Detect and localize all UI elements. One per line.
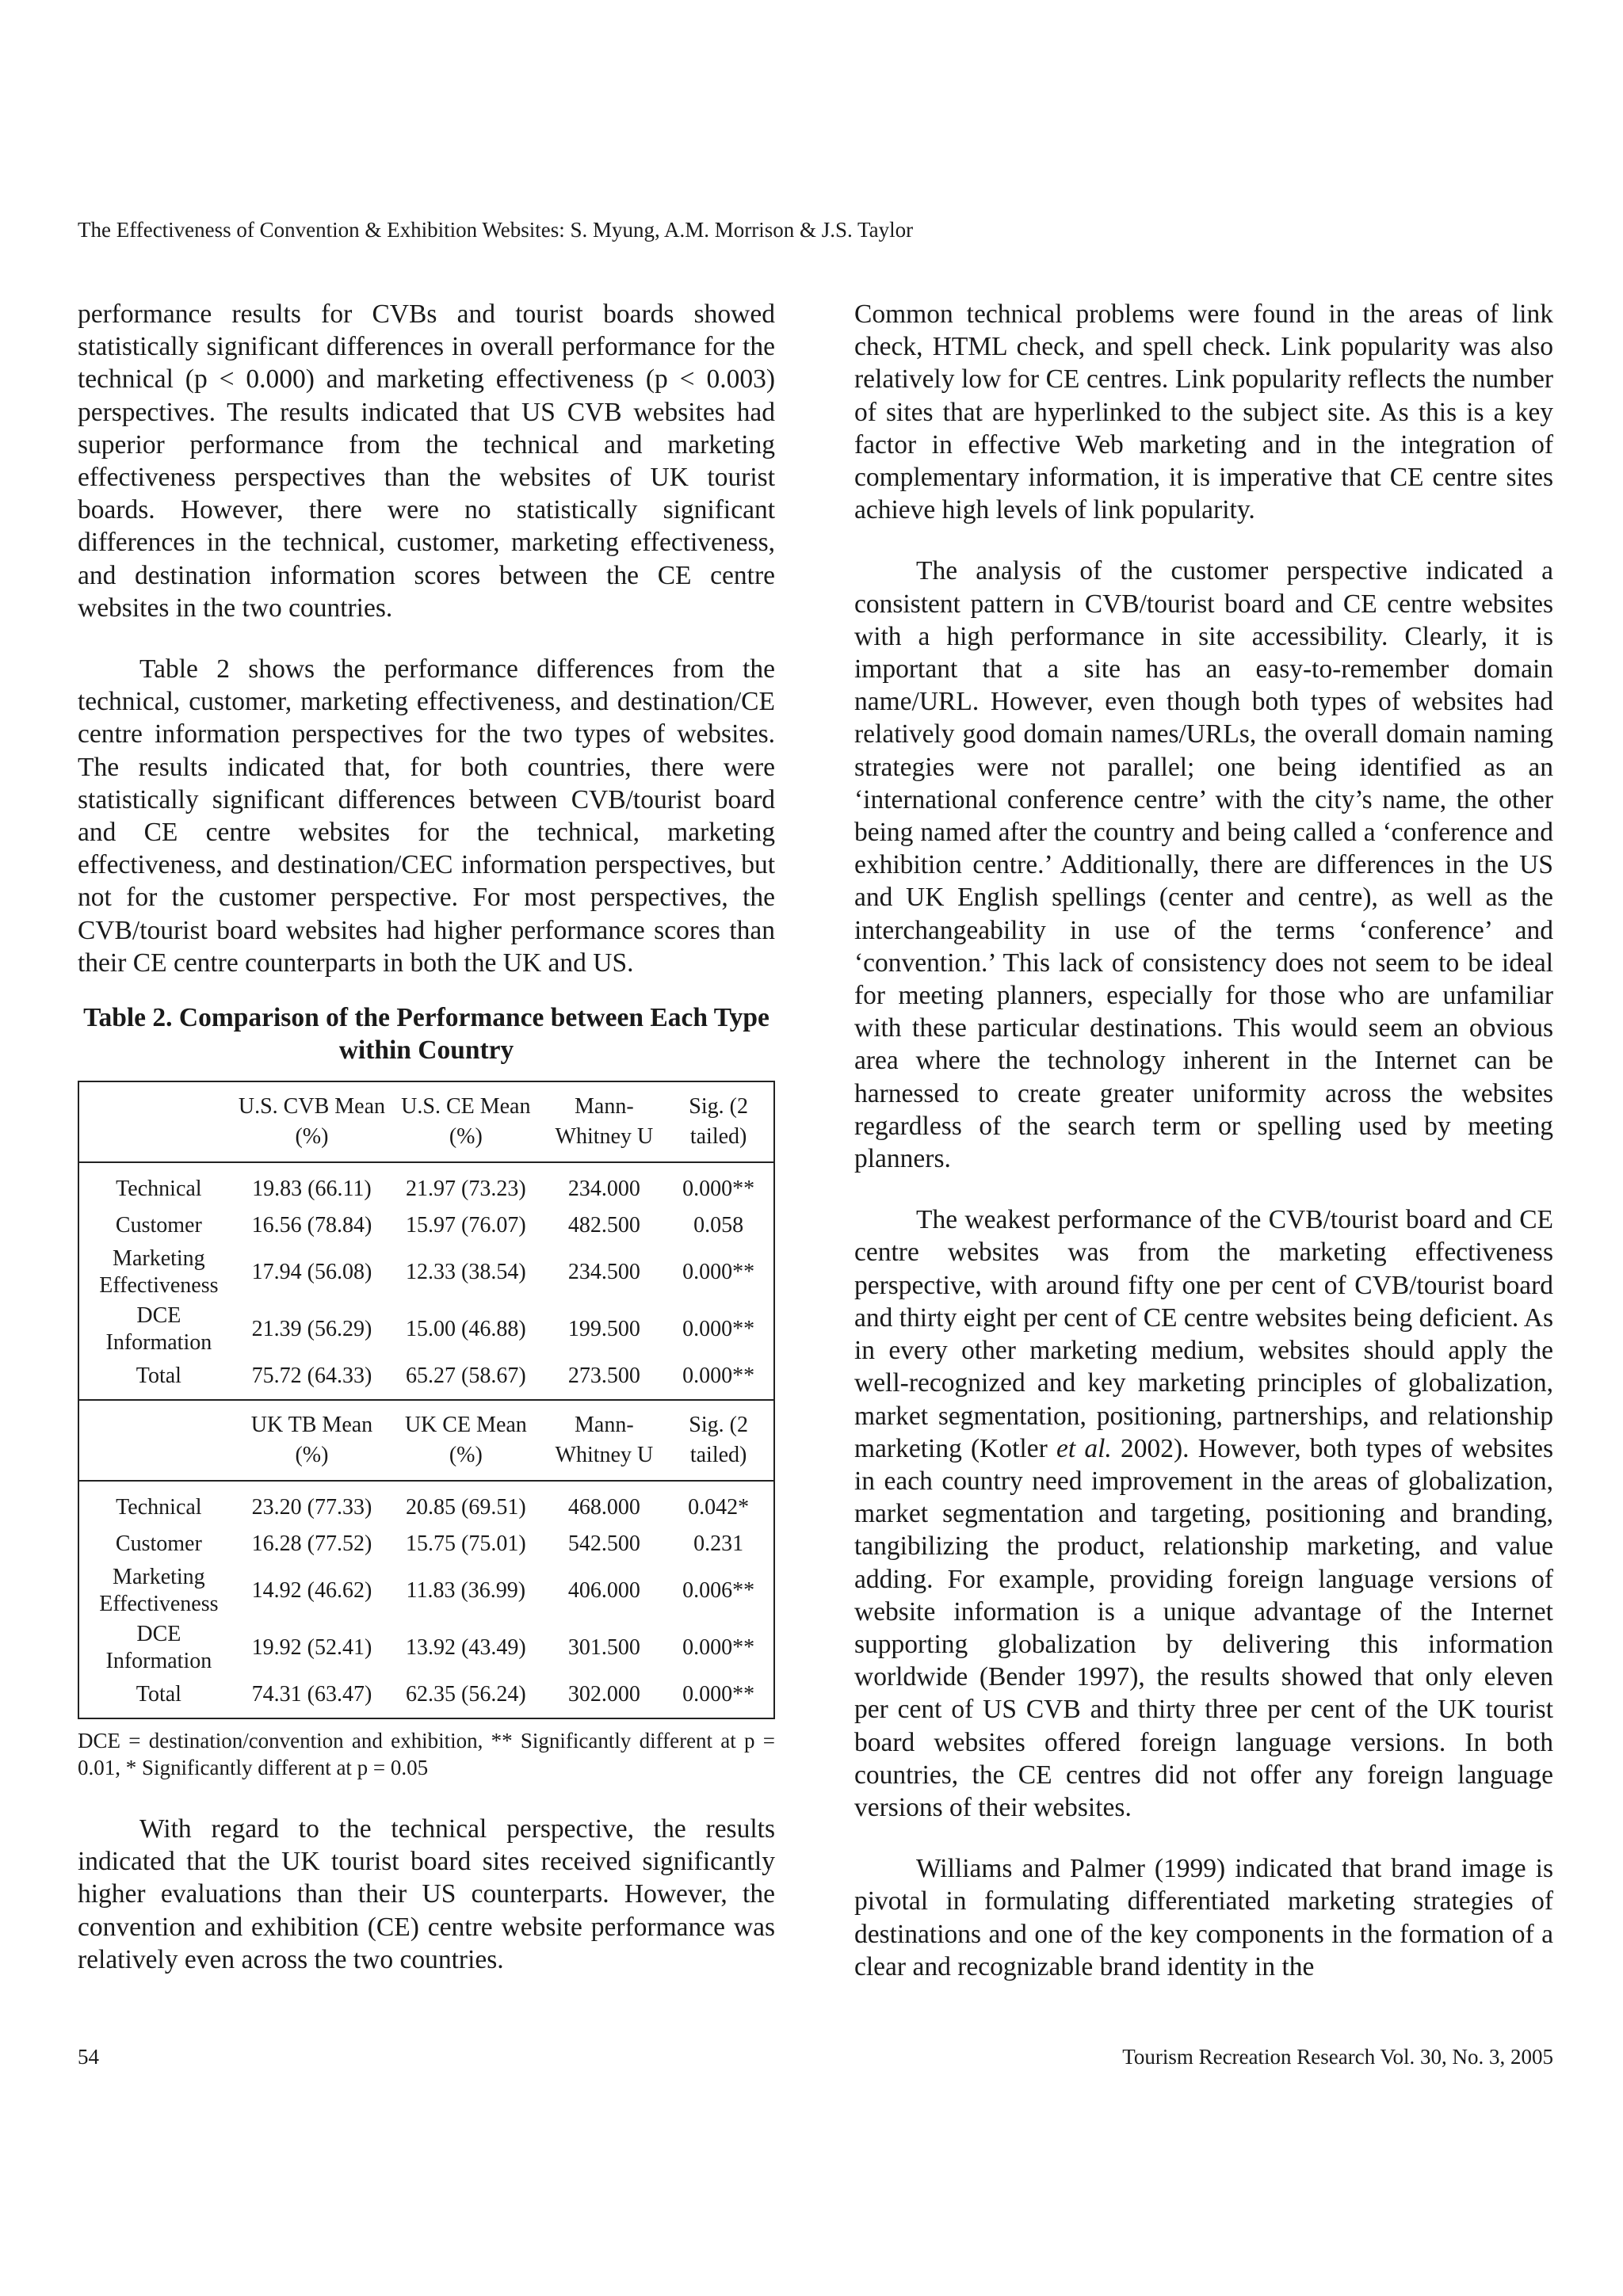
- right-paragraph-1: Common technical problems were found in the areas of link check, HTML check, and spell check. Link popularity was also relatively low for CE centres. Link popularity reflects the number of sites that are hyperlinked to the subject site. As this is a key factor in effective Web marketing and in the integration of complementary information, it is imperative that CE centre sites achieve high levels of link popularity.: [854, 299, 1553, 525]
- left-paragraph-1: performance results for CVBs and tourist boards showed statistically significant differences in overall performance for the technical (p < 0.000) and marketing effectiveness (p < 0.003) perspectives. The results indicated that US CVB websites had superior performance from the technical and marketing effectiveness perspectives than the websites of UK tourist boards. However, there were no statistically significant differences in the technical, customer, marketing effectiveness, and destination information scores between the CE centre websites in the two countries.: [78, 299, 775, 623]
- table-cell: 19.92 (52.41): [251, 1635, 372, 1661]
- row-label: Marketing Effectiveness: [99, 1246, 219, 1299]
- table-cell: 74.31 (63.47): [251, 1682, 372, 1707]
- table-2-caption: Table 2. Comparison of the Performance between Each Type within Country: [83, 1003, 769, 1066]
- table-row: [78, 1481, 774, 1526]
- header-cell: UK CE Mean (%): [387, 1400, 544, 1481]
- table-cell: 62.35 (56.24): [406, 1682, 526, 1707]
- table-cell: 406.000: [567, 1578, 640, 1604]
- table-cell: 302.000: [567, 1682, 640, 1707]
- header-cell: [78, 1081, 237, 1162]
- journal-info: Tourism Recreation Research Vol. 30, No. 3, 2005: [1122, 2045, 1553, 2069]
- right-paragraph-4: Williams and Palmer (1999) indicated that brand image is pivotal in formulating differentiated marketing strategies of destinations and one of the key components in the formation of a clear and recognizable brand identity in the: [854, 1854, 1553, 1981]
- table-cell: 199.500: [567, 1317, 640, 1342]
- table-cell: 15.00 (46.88): [406, 1317, 526, 1342]
- table-cell: 21.97 (73.23): [406, 1177, 526, 1202]
- table-cell: 0.000**: [682, 1682, 755, 1707]
- row-label: DCE Information: [105, 1622, 212, 1674]
- row-label: Customer: [115, 1531, 202, 1557]
- right-column: [854, 298, 1553, 1983]
- table-cell: 234.500: [567, 1260, 640, 1285]
- table-cell: 16.56 (78.84): [251, 1213, 372, 1238]
- table-cell: 0.000**: [682, 1260, 755, 1285]
- table-cell: 273.500: [567, 1363, 640, 1389]
- header-cell: Mann-Whitney U: [545, 1400, 664, 1481]
- header-cell: Mann-Whitney U: [545, 1081, 664, 1162]
- right-paragraph-3: [854, 1203, 1553, 1824]
- table-header-row-us: [78, 1081, 774, 1162]
- table-row: [78, 1526, 774, 1562]
- running-title: The Effectiveness of Convention & Exhibition Websites: S. Myung, A.M. Morrison & J.S. Taylor: [78, 218, 914, 242]
- header-cell: [78, 1400, 237, 1481]
- table-cell: 301.500: [567, 1635, 640, 1661]
- header-cell: U.S. CE Mean (%): [387, 1081, 544, 1162]
- header-cell: UK TB Mean (%): [237, 1400, 387, 1481]
- table-header-row-uk: [78, 1400, 774, 1481]
- header-cell: Sig. (2 tailed): [663, 1400, 774, 1481]
- table-row: [78, 1619, 774, 1676]
- row-label: Total: [136, 1682, 181, 1707]
- table-row-total: [78, 1676, 774, 1718]
- table-cell: 65.27 (58.67): [406, 1363, 526, 1389]
- table-row-total: [78, 1358, 774, 1400]
- right-paragraph-3-text-b: 2002). However, both types of websites in each country need improvement in the areas of globalization, market segmentation and targeting, positioning and branding, tangibilizing the product, relationship marketing, and value adding. For example, providing foreign language versions of website information is a unique advantage of the Internet supporting globalization by delivering this information worldwide (Bender 1997), the results showed that only eleven per cent of US CVB and thirty three per cent of the UK tourist board websites offered foreign language versions. In both countries, the CE centres did not offer any foreign language versions of their websites.: [854, 1433, 1553, 1822]
- table-row: [78, 1562, 774, 1619]
- left-paragraph-2: Table 2 shows the performance differences from the technical, customer, marketing effectiveness, and destination/CE centre information perspectives for the two types of websites. The results indicated that, for both countries, there were statistically significant differences between CVB/tourist board and CE centre websites for the technical, marketing effectiveness, and destination/CEC information perspectives, but not for the customer perspective. For most perspectives, the CVB/tourist board websites had higher performance scores than their CE centre counterparts in both the UK and US.: [78, 654, 775, 978]
- table-cell: 12.33 (38.54): [406, 1260, 526, 1285]
- citation-et-al: et al.: [1056, 1433, 1112, 1463]
- table-cell: 0.000**: [682, 1635, 755, 1661]
- row-label: DCE Information: [105, 1303, 212, 1356]
- table-cell: 0.000**: [682, 1177, 755, 1202]
- table-cell: 20.85 (69.51): [406, 1495, 526, 1520]
- table-cell: 23.20 (77.33): [251, 1495, 372, 1520]
- row-label: Technical: [116, 1177, 202, 1202]
- table-cell: 15.97 (76.07): [406, 1213, 526, 1238]
- header-cell: Sig. (2 tailed): [663, 1081, 774, 1162]
- right-paragraph-3-text-a: The weakest performance of the CVB/tourist board and CE centre websites was from the marketing effectiveness perspective, with around fifty one per cent of CVB/tourist board and thirty eight per cent of CE centre websites being deficient. As in every other marketing medium, websites should apply the well-recognized and key marketing principles of globalization, market segmentation, positioning, partnerships, and relationship marketing (Kotler: [854, 1205, 1553, 1463]
- table-cell: 0.231: [693, 1531, 744, 1557]
- table-cell: 0.000**: [682, 1317, 755, 1342]
- table-cell: 0.042*: [688, 1495, 750, 1520]
- table-row: [78, 1162, 774, 1207]
- table-cell: 21.39 (56.29): [251, 1317, 372, 1342]
- table-row: [78, 1301, 774, 1358]
- table-cell: 17.94 (56.08): [251, 1260, 372, 1285]
- header-cell: U.S. CVB Mean (%): [237, 1081, 387, 1162]
- table-cell: 0.000**: [682, 1363, 755, 1389]
- table-cell: 13.92 (43.49): [406, 1635, 526, 1661]
- table-cell: 0.058: [693, 1213, 744, 1238]
- table-2: [78, 1081, 775, 1719]
- table-row: [78, 1207, 774, 1244]
- table-cell: 0.006**: [682, 1578, 755, 1604]
- left-paragraph-3: With regard to the technical perspective, the results indicated that the UK tourist board sites received significantly higher evaluations than their US counterparts. However, the convention and exhibition (CE) centre website performance was relatively even across the two countries.: [78, 1814, 775, 1974]
- table-cell: 11.83 (36.99): [406, 1578, 526, 1604]
- table-cell: 482.500: [567, 1213, 640, 1238]
- table-cell: 15.75 (75.01): [406, 1531, 526, 1557]
- table-cell: 234.000: [567, 1177, 640, 1202]
- table-cell: 14.92 (46.62): [251, 1578, 372, 1604]
- table-cell: 75.72 (64.33): [251, 1363, 372, 1389]
- row-label: Customer: [115, 1213, 202, 1238]
- row-label: Total: [136, 1363, 181, 1389]
- row-label: Marketing Effectiveness: [99, 1565, 219, 1617]
- table-cell: 16.28 (77.52): [251, 1531, 372, 1557]
- page-number: 54: [78, 2045, 99, 2069]
- table-row: [78, 1244, 774, 1301]
- table-2-note: DCE = destination/convention and exhibition, ** Significantly different at p = 0.01, * Significantly different at p = 0.05: [78, 1729, 775, 1780]
- right-paragraph-2: The analysis of the customer perspective indicated a consistent pattern in CVB/tourist board and CE centre websites with a high performance in site accessibility. Clearly, it is important that a site has an easy-to-remember domain name/URL. However, even though both types of websites had relatively good domain names/URLs, the overall domain naming strategies were not parallel; one being identified as an ‘international conference centre’ with the city’s name, the other being named after the country and being called a ‘conference and exhibition centre.’ Additionally, there are differences in the US and UK English spellings (center and centre), as well as the interchangeability in use of the terms ‘conference’ and ‘convention.’ This lack of consistency does not seem to be ideal for meeting planners, especially for those who are unfamiliar with these particular destinations. This would seem an obvious area where the technology inherent in the Internet can be harnessed to create greater uniformity across the websites regardless of the search term or spelling used by meeting planners.: [854, 556, 1553, 1174]
- table-cell: 468.000: [567, 1495, 640, 1520]
- table-cell: 542.500: [567, 1531, 640, 1557]
- row-label: Technical: [116, 1495, 202, 1520]
- left-column: [78, 298, 775, 1976]
- table-cell: 19.83 (66.11): [252, 1177, 372, 1202]
